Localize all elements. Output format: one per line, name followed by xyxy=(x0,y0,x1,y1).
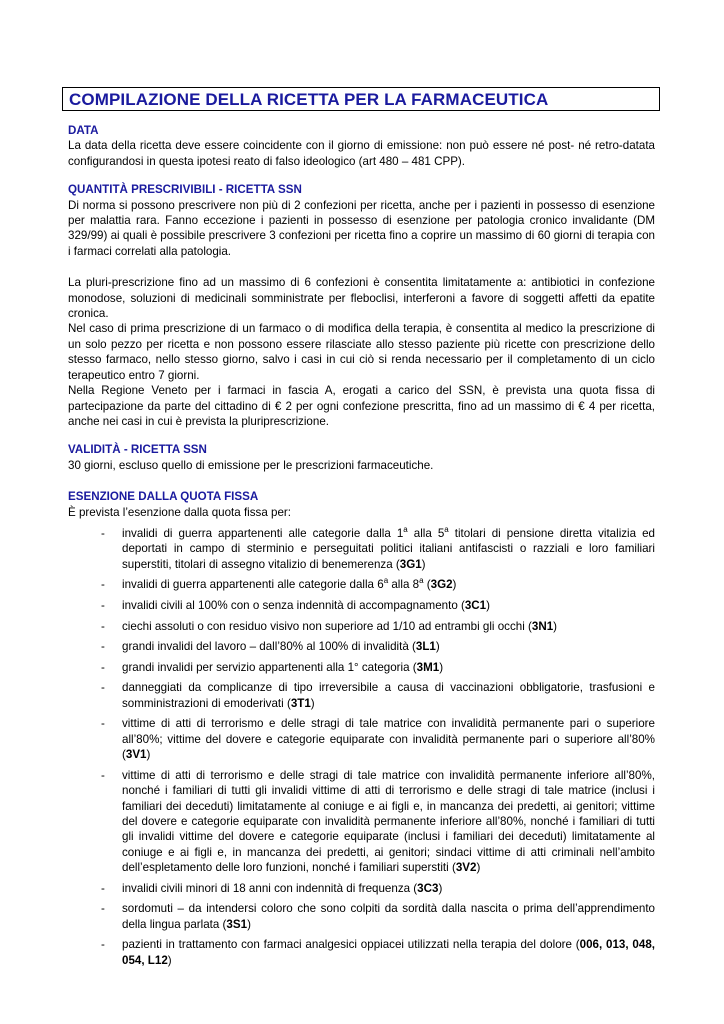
exemption-code: 3S1 xyxy=(226,917,248,931)
list-dash: - xyxy=(101,768,105,782)
list-dash: - xyxy=(101,902,105,916)
item-text: ) xyxy=(247,917,251,931)
quantita-paragraph-3: Nel caso di prima prescrizione di un farmaco o di modifica della terapia, è consentita al medico la prescrizione di un solo pezzo per ricetta e non possono essere rilasciate allo stesso paziente più ricette con prescrizione dello stesso farmaco, nello stesso giorno, salvo i casi in cui ciò si renda necessario per il completamento di un ciclo terapeutico entro 7 giorni. xyxy=(68,322,655,382)
item-text: titolari di pensione diretta vitalizia ed deportati in campo di sterminio e perseguitati politici italiani antifascisti o razziali e loro familiari superstiti, titolari di assegno vitalizio di benemerenza ( xyxy=(122,526,656,571)
list-item xyxy=(68,716,655,762)
exemption-code: 3T1 xyxy=(290,696,311,710)
quantita-paragraph-1: Di norma si possono prescrivere non più di 2 confezioni per ricetta, anche per i pazienti in possesso di esenzione per malattia rara. Fanno eccezione i pazienti in possesso di esenzione per patologia cronico invalidante (DM 329/99) ai quali è possibile prescrivere 3 confezioni per ricetta fino a coprire un massimo di 60 giorni di terapia con i farmaci correlati alla patologia. xyxy=(68,198,655,258)
item-text: ) xyxy=(438,881,443,895)
exemption-code: 3C3 xyxy=(417,881,439,895)
list-dash: - xyxy=(101,598,105,612)
list-dash: - xyxy=(101,619,105,633)
item-text: ) xyxy=(476,861,481,875)
item-text: ciechi assoluti o con residuo visivo non superiore ad 1/10 ad entrambi gli occhi ( xyxy=(122,619,532,633)
exemption-code: 3C1 xyxy=(464,598,487,612)
item-text: ) xyxy=(310,696,315,710)
exemption-code: 3G2 xyxy=(430,578,453,592)
item-text: pazienti in trattamento con farmaci analgesici oppiacei utilizzati nella terapia del dolore ( xyxy=(122,938,580,952)
item-text: vittime di atti di terrorismo e delle stragi di tale matrice con invalidità permanente inferiore all’80%, nonché i familiari di tutti gli invalidi vittime di atti di terrorismo e delle stragi di tale matrice (inclusi i familiari dei deceduti) limitatamente al coniuge e ai figli e, in mancanza dei predetti, ai genitori; vittime del dovere e categorie equiparate con invalidità permanente inferiore all’80%, nonché i familiari di tutti gli invalidi vittime del dovere e categorie equiparate (inclusi i familiari dei deceduti) limitatamente al coniuge e ai figli e, in mancanza dei predetti, ai genitori; sindaci vittime di atti criminali nell’ambito dell’espletamento delle loro funzioni, nonché i familiari superstiti ( xyxy=(122,768,655,875)
exemption-code: 3V2 xyxy=(455,861,477,875)
list-item xyxy=(68,639,655,654)
section-heading-esenzione: ESENZIONE DALLA QUOTA FISSA xyxy=(68,490,259,504)
item-text: invalidi civili minori di 18 anni con indennità di frequenza ( xyxy=(122,881,418,895)
list-dash: - xyxy=(101,578,105,592)
list-dash: - xyxy=(101,526,105,540)
list-item xyxy=(68,881,655,896)
item-text: vittime di atti di terrorismo e delle stragi di tale matrice con invalidità permanente pari o superiore all’80%; vittime del dovere e categorie equiparate con invalidità permanente pari o superiore all’80% ( xyxy=(122,717,655,762)
section-heading-quantita: QUANTITÀ PRESCRIVIBILI - RICETTA SSN xyxy=(68,183,302,197)
item-text: alla 5 xyxy=(407,526,445,540)
quantita-paragraph-2: La pluri-prescrizione fino ad un massimo di 6 confezioni è consentita limitatamente a: antibiotici in confezione monodose, soluzioni di medicinali somministrate per fleboclisi, interferoni a favore di soggetti affetti da epatite cronica. xyxy=(68,276,655,321)
item-text: alla 8 xyxy=(388,578,420,592)
quantita-paragraph-4: Nella Regione Veneto per i farmaci in fascia A, erogati a carico del SSN, è prevista una quota fissa di partecipazione da parte del cittadino di € 2 per ogni confezione prescritta, fino ad un massimo di € 4 per ricetta, anche nei casi in cui è prevista la pluriprescrizione. xyxy=(68,384,655,428)
item-text: sordomuti – da intendersi coloro che sono colpiti da sordità dalla nascita o prima dell’apprendimento della lingua parlata ( xyxy=(122,902,655,931)
item-text: ) xyxy=(167,953,172,967)
item-text: danneggiati da complicanze di tipo irreversibile a causa di vaccinazioni obbligatorie, trasfusioni e somministrazioni di emoderivati ( xyxy=(122,681,655,710)
item-text: grandi invalidi del lavoro – dall’80% al 100% di invalidità ( xyxy=(122,640,416,654)
exemption-code: 3V1 xyxy=(125,748,147,762)
item-text: ) xyxy=(452,578,457,592)
validita-text: 30 giorni, escluso quello di emissione per le prescrizioni farmaceutiche. xyxy=(68,458,434,472)
data-text: La data della ricetta deve essere coincidente con il giorno di emissione: non può essere né post- né retro-datata configurandosi in questa ipotesi reato di falso ideologico (art 480 – 481 CPP). xyxy=(68,139,655,168)
exemption-list xyxy=(68,526,655,968)
exemption-code: 3L1 xyxy=(415,640,436,654)
list-dash: - xyxy=(101,717,105,731)
exemption-code: 3G1 xyxy=(399,557,422,571)
item-text: ) xyxy=(421,557,426,571)
list-dash: - xyxy=(101,681,105,695)
page-title: COMPILAZIONE DELLA RICETTA PER LA FARMACEUTICA xyxy=(69,90,549,109)
superscript: a xyxy=(403,525,408,535)
section-heading-validita: VALIDITÀ - RICETTA SSN xyxy=(68,443,207,457)
list-dash: - xyxy=(101,640,105,654)
list-item xyxy=(68,526,655,572)
exemption-code: 3N1 xyxy=(531,619,554,633)
list-item xyxy=(68,619,655,634)
list-item xyxy=(68,598,655,613)
superscript: a xyxy=(419,576,424,586)
item-text: invalidi di guerra appartenenti alle categorie dalla 1 xyxy=(122,526,404,540)
list-item xyxy=(68,901,655,932)
item-text: ) xyxy=(553,619,558,633)
section-heading-data: DATA xyxy=(68,124,99,137)
list-dash: - xyxy=(101,881,105,895)
title-box xyxy=(62,87,660,111)
list-item xyxy=(68,680,655,711)
item-text: ) xyxy=(435,640,440,654)
exemption-code: 3M1 xyxy=(416,660,440,674)
item-text: ) xyxy=(439,660,444,674)
superscript: a xyxy=(444,525,449,535)
item-text: ) xyxy=(146,748,151,762)
list-item xyxy=(68,768,655,876)
list-dash: - xyxy=(101,660,105,674)
exemption-code: 006, 013, 048, 054, L12 xyxy=(122,938,655,967)
item-text: invalidi civili al 100% con o senza indennità di accompagnamento ( xyxy=(122,598,465,612)
list-dash: - xyxy=(101,938,105,952)
item-text: ) xyxy=(486,598,491,612)
item-text: ( xyxy=(423,578,431,592)
document-body xyxy=(68,123,655,973)
list-item xyxy=(68,660,655,675)
item-text: grandi invalidi per servizio appartenenti alla 1° categoria ( xyxy=(122,660,417,674)
superscript: a xyxy=(383,576,389,586)
esenzione-intro: È prevista l’esenzione dalla quota fissa per: xyxy=(68,505,291,519)
list-item xyxy=(68,577,655,592)
item-text: invalidi di guerra appartenenti alle categorie dalla 6 xyxy=(122,578,384,592)
list-item xyxy=(68,937,655,968)
